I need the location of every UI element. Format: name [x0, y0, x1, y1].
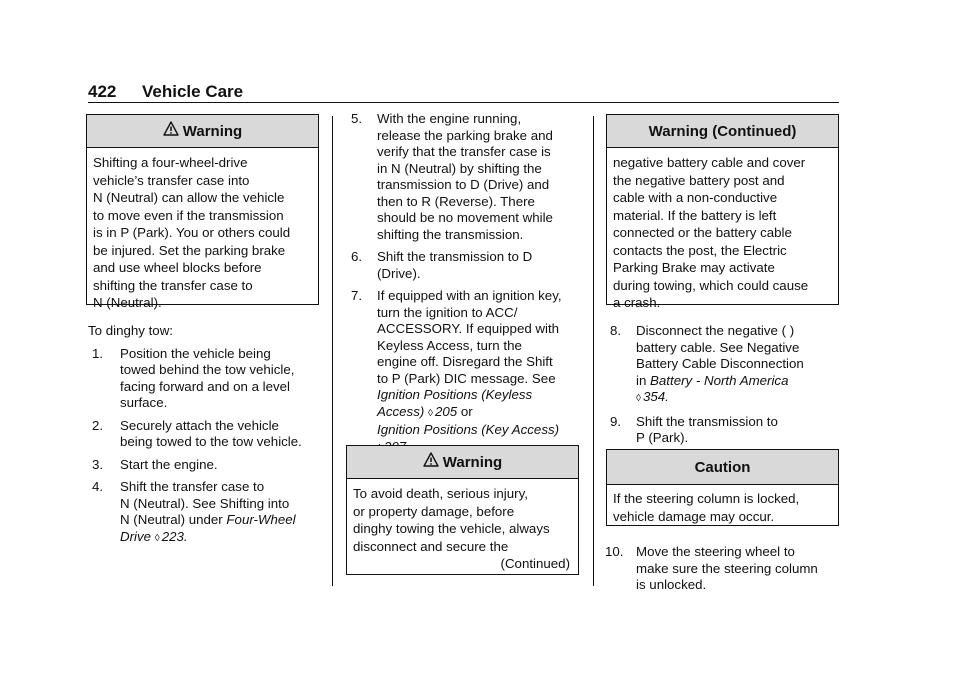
warning-text	[347, 479, 578, 573]
page-ref-arrow-icon: ◊	[636, 393, 641, 404]
step-line: If equipped with an ignition key,	[377, 288, 562, 303]
caution-text	[607, 485, 838, 525]
page-reference[interactable]: 354.	[642, 389, 669, 404]
step-line: Battery Cable Disconnection	[636, 356, 804, 371]
step-line: ACCESSORY. If equipped with	[377, 321, 560, 336]
step-7	[351, 288, 583, 457]
warning-box-header	[347, 446, 578, 479]
warning-line: and use wheel blocks before	[93, 260, 262, 275]
warning-line: a crash.	[613, 295, 661, 310]
cross-reference[interactable]: Drive	[120, 528, 152, 544]
page-number: 422	[88, 82, 117, 101]
step-line: release the parking brake and	[377, 127, 553, 143]
step-number: 4.	[92, 479, 104, 494]
warning-box-shifting	[86, 114, 319, 310]
step-8	[610, 323, 840, 408]
step-line: P (Park).	[636, 430, 689, 445]
caution-line: If the steering column is locked,	[613, 491, 800, 506]
step-line: verify that the transfer case is	[377, 144, 551, 159]
warning-line: the negative battery post and	[613, 172, 785, 188]
step-line: Shift the transmission to	[636, 413, 778, 429]
cross-reference[interactable]: Ignition Positions (Key Access)	[377, 422, 560, 437]
warning-line: dinghy towing the vehicle, always	[353, 521, 550, 536]
step-line: or	[460, 403, 473, 419]
step-line: transmission to D (Drive) and	[377, 177, 550, 192]
step-line: Keyless Access, turn the	[377, 337, 522, 353]
step-6	[351, 249, 583, 282]
warning-line: contacts the post, the Electric	[613, 242, 787, 258]
warning-line: Parking Brake may activate	[613, 260, 775, 275]
warning-line: connected or the battery cable	[613, 225, 792, 240]
step-9	[610, 414, 840, 447]
step-line: turn the ignition to ACC/	[377, 304, 518, 320]
step-line: in N (Neutral) by shifting the	[377, 160, 542, 176]
warning-line: negative battery cable and cover	[613, 155, 806, 170]
warning-continued-box	[606, 114, 839, 310]
step-line: engine off. Disregard the Shift	[377, 354, 553, 369]
warning-line: is in P (Park). You or others could	[93, 225, 291, 240]
step-line: then to R (Reverse). There	[377, 193, 535, 209]
step-line: Securely attach the vehicle	[120, 417, 279, 433]
step-line: With the engine running,	[377, 111, 522, 126]
step-number: 7.	[351, 288, 363, 303]
caution-box	[606, 449, 839, 526]
step-10	[605, 544, 840, 594]
step-5	[351, 111, 583, 243]
warning-line: be injured. Set the parking brake	[93, 242, 286, 258]
step-number: 1.	[92, 345, 104, 361]
warning-line: cable with a non-conductive	[613, 190, 778, 205]
step-line: facing forward and on a level	[120, 378, 291, 394]
step-2	[88, 418, 323, 451]
caution-box-header	[607, 450, 838, 485]
warning-line: vehicle’s transfer case into	[93, 172, 250, 188]
column-divider-1	[332, 116, 333, 586]
warning-text	[87, 148, 318, 312]
dinghy-tow-steps	[88, 323, 323, 553]
caution-title: Caution	[694, 458, 751, 476]
step-line: Position the vehicle being	[120, 345, 271, 361]
caution-line: vehicle damage may occur.	[613, 508, 775, 524]
step-line: is unlocked.	[636, 577, 707, 592]
step-number: 5.	[351, 111, 363, 126]
step-line: being towed to the tow vehicle.	[120, 434, 302, 449]
warning-box-battery	[346, 445, 579, 575]
step-line: make sure the steering column	[636, 560, 818, 576]
warning-line: N (Neutral).	[93, 295, 162, 310]
step-line: Shift the transfer case to	[120, 479, 265, 494]
page-ref-arrow-icon: ◊	[428, 407, 433, 419]
step-line: (Drive).	[377, 265, 421, 281]
step-number: 10.	[605, 544, 624, 559]
warning-line: or property damage, before	[353, 503, 515, 519]
warning-line: Shifting a four-wheel-drive	[93, 155, 248, 170]
step-number: 8.	[610, 323, 622, 338]
step-line: Move the steering wheel to	[636, 544, 795, 559]
warning-line: to move even if the transmission	[93, 207, 284, 223]
steps-column-3	[610, 323, 840, 453]
warning-title: Warning	[182, 122, 243, 140]
continued-label: (Continued)	[500, 556, 570, 571]
step-number: 3.	[92, 456, 104, 472]
warning-box-header	[87, 115, 318, 148]
step-1	[88, 346, 323, 412]
step-line: to P (Park) DIC message. See	[377, 370, 556, 386]
page-reference[interactable]: 223.	[161, 528, 188, 544]
warning-title: Warning (Continued)	[648, 122, 797, 140]
step-line: battery cable. See Negative	[636, 339, 800, 355]
step-number: 9.	[610, 413, 622, 429]
step-line: surface.	[120, 395, 168, 410]
step-line: towed behind the tow vehicle,	[120, 362, 295, 377]
step-3	[88, 457, 323, 474]
cross-reference[interactable]: Access)	[377, 403, 425, 419]
step-line: should be no movement while	[377, 210, 553, 225]
step-number: 6.	[351, 249, 363, 264]
step-line: N (Neutral). See Shifting into	[120, 495, 290, 511]
step-line: Disconnect the negative ( )	[636, 323, 795, 338]
step-line: N (Neutral) under	[120, 512, 227, 527]
step-line: Shift the transmission to D	[377, 249, 533, 264]
warning-title: Warning	[442, 453, 503, 471]
steps-column-3-bottom	[605, 544, 840, 600]
dinghy-intro: To dinghy tow:	[88, 323, 174, 338]
warning-line: shifting the transfer case to	[93, 277, 253, 293]
step-number: 2.	[92, 417, 104, 433]
step-4	[88, 479, 323, 547]
section-title: Vehicle Care	[142, 82, 244, 101]
step-line: in	[636, 372, 651, 388]
page-ref-arrow-icon: ◊	[154, 532, 160, 544]
steps-column-2	[351, 111, 583, 463]
header-rule	[88, 102, 839, 103]
column-divider-2	[593, 116, 594, 586]
warning-text	[607, 148, 838, 312]
warning-line: material. If the battery is left	[613, 207, 777, 223]
page-header	[88, 82, 243, 102]
warning-line: To avoid death, serious injury,	[353, 486, 528, 501]
step-line: shifting the transmission.	[377, 226, 524, 242]
warning-line: disconnect and secure the	[353, 538, 509, 554]
step-line: Start the engine.	[120, 456, 218, 472]
page-reference[interactable]: 205	[434, 403, 458, 419]
cross-reference[interactable]: Battery - North America	[650, 372, 789, 388]
warning-line: N (Neutral) can allow the vehicle	[93, 190, 285, 205]
cross-reference[interactable]: Four-Wheel	[226, 512, 296, 527]
cross-reference[interactable]: Ignition Positions (Keyless	[377, 387, 533, 402]
warning-line: during towing, which could cause	[613, 277, 809, 293]
warning-icon	[423, 452, 439, 468]
warning-box-header	[607, 115, 838, 148]
warning-icon	[163, 121, 179, 137]
